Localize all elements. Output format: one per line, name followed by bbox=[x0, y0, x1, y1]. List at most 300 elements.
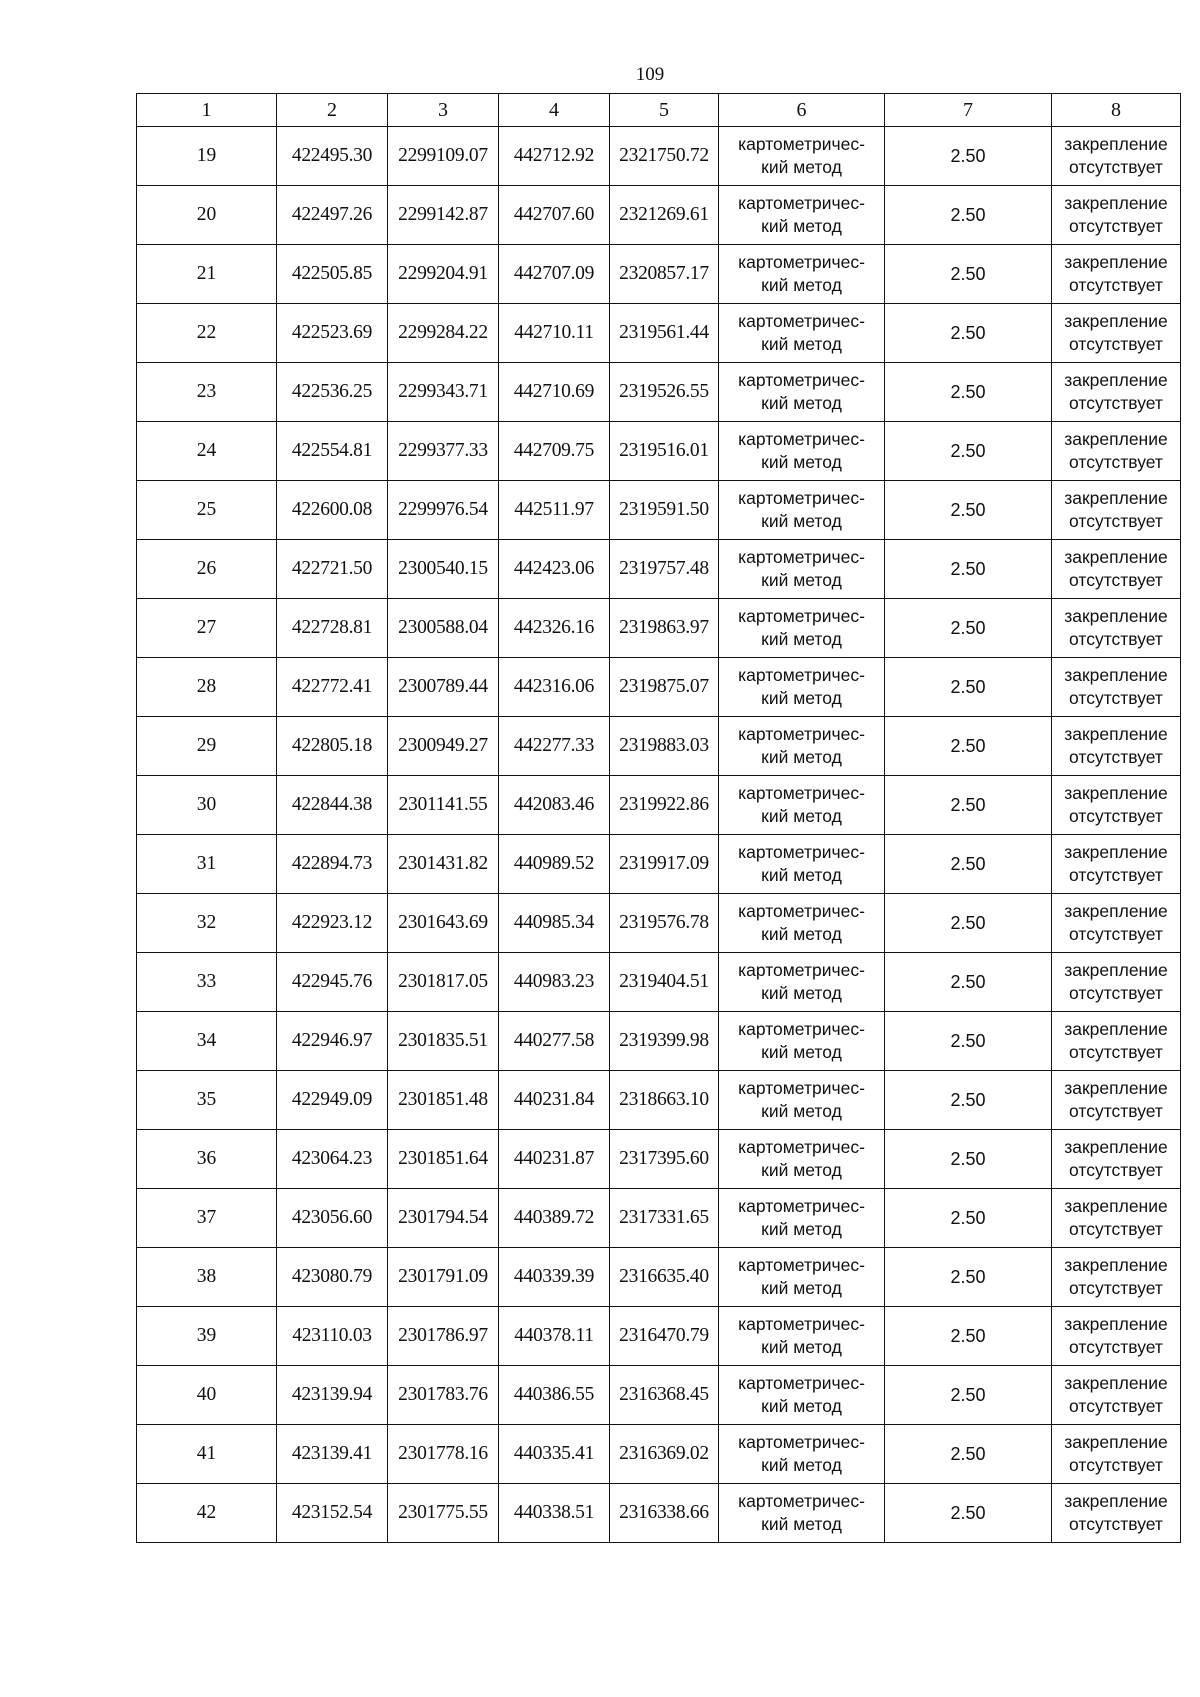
point-number-cell: 35 bbox=[137, 1071, 277, 1130]
fixation-cell-line: закрепление bbox=[1064, 960, 1168, 980]
page-number: 109 bbox=[635, 64, 665, 85]
coordinate-cell: 2319757.48 bbox=[610, 540, 719, 599]
coordinate-cell: 2301783.76 bbox=[388, 1366, 499, 1425]
table-row bbox=[137, 363, 1181, 422]
method-cell-line: кий метод bbox=[761, 334, 842, 354]
method-cell-line: картометричес- bbox=[738, 488, 865, 508]
table-row bbox=[137, 1366, 1181, 1425]
point-number-cell: 41 bbox=[137, 1425, 277, 1484]
table-row bbox=[137, 1071, 1181, 1130]
method-cell-line: кий метод bbox=[761, 275, 842, 295]
coordinates-table bbox=[136, 93, 1181, 1543]
fixation-cell-line: отсутствует bbox=[1069, 1337, 1163, 1357]
method-cell-line: картометричес- bbox=[738, 1373, 865, 1393]
coordinate-cell: 442707.60 bbox=[499, 186, 610, 245]
fixation-cell-line: отсутствует bbox=[1069, 629, 1163, 649]
fixation-cell bbox=[1052, 953, 1181, 1012]
column-header: 2 bbox=[277, 94, 388, 127]
fixation-cell-line: отсутствует bbox=[1069, 747, 1163, 767]
fixation-cell-line: отсутствует bbox=[1069, 1219, 1163, 1239]
table-row bbox=[137, 481, 1181, 540]
method-cell bbox=[719, 186, 885, 245]
table-row bbox=[137, 953, 1181, 1012]
column-header: 5 bbox=[610, 94, 719, 127]
accuracy-cell: 2.50 bbox=[885, 894, 1052, 953]
fixation-cell-line: закрепление bbox=[1064, 1078, 1168, 1098]
column-header: 1 bbox=[137, 94, 277, 127]
fixation-cell-line: закрепление bbox=[1064, 842, 1168, 862]
coordinate-cell: 2301643.69 bbox=[388, 894, 499, 953]
coordinate-cell: 2319917.09 bbox=[610, 835, 719, 894]
coordinate-cell: 422949.09 bbox=[277, 1071, 388, 1130]
table-row bbox=[137, 1012, 1181, 1071]
fixation-cell-line: закрепление bbox=[1064, 901, 1168, 921]
fixation-cell-line: закрепление bbox=[1064, 1314, 1168, 1334]
coordinate-cell: 2319561.44 bbox=[610, 304, 719, 363]
method-cell bbox=[719, 1366, 885, 1425]
method-cell-line: кий метод bbox=[761, 983, 842, 1003]
coordinate-cell: 2316368.45 bbox=[610, 1366, 719, 1425]
method-cell-line: кий метод bbox=[761, 924, 842, 944]
point-number-cell: 34 bbox=[137, 1012, 277, 1071]
coordinate-cell: 2319863.97 bbox=[610, 599, 719, 658]
fixation-cell bbox=[1052, 481, 1181, 540]
point-number-cell: 38 bbox=[137, 1248, 277, 1307]
method-cell bbox=[719, 1307, 885, 1366]
coordinate-cell: 2319591.50 bbox=[610, 481, 719, 540]
fixation-cell bbox=[1052, 1189, 1181, 1248]
coordinate-cell: 440339.39 bbox=[499, 1248, 610, 1307]
coordinate-cell: 422497.26 bbox=[277, 186, 388, 245]
fixation-cell bbox=[1052, 1425, 1181, 1484]
method-cell bbox=[719, 422, 885, 481]
coordinate-cell: 440386.55 bbox=[499, 1366, 610, 1425]
coordinate-cell: 2301791.09 bbox=[388, 1248, 499, 1307]
fixation-cell bbox=[1052, 127, 1181, 186]
coordinate-cell: 422721.50 bbox=[277, 540, 388, 599]
coordinate-cell: 423139.41 bbox=[277, 1425, 388, 1484]
accuracy-cell: 2.50 bbox=[885, 1071, 1052, 1130]
accuracy-cell: 2.50 bbox=[885, 245, 1052, 304]
fixation-cell-line: отсутствует bbox=[1069, 1160, 1163, 1180]
accuracy-cell: 2.50 bbox=[885, 363, 1052, 422]
coordinate-cell: 422894.73 bbox=[277, 835, 388, 894]
method-cell bbox=[719, 599, 885, 658]
coordinate-cell: 2317331.65 bbox=[610, 1189, 719, 1248]
fixation-cell-line: отсутствует bbox=[1069, 1101, 1163, 1121]
method-cell-line: кий метод bbox=[761, 747, 842, 767]
coordinate-cell: 2299284.22 bbox=[388, 304, 499, 363]
method-cell bbox=[719, 1189, 885, 1248]
coordinate-cell: 2320857.17 bbox=[610, 245, 719, 304]
fixation-cell-line: отсутствует bbox=[1069, 275, 1163, 295]
coordinate-cell: 2299142.87 bbox=[388, 186, 499, 245]
coordinate-cell: 422946.97 bbox=[277, 1012, 388, 1071]
method-cell bbox=[719, 835, 885, 894]
point-number-cell: 24 bbox=[137, 422, 277, 481]
point-number-cell: 25 bbox=[137, 481, 277, 540]
fixation-cell-line: закрепление bbox=[1064, 606, 1168, 626]
fixation-cell-line: отсутствует bbox=[1069, 806, 1163, 826]
accuracy-cell: 2.50 bbox=[885, 540, 1052, 599]
coordinate-cell: 422505.85 bbox=[277, 245, 388, 304]
coordinate-cell: 442423.06 bbox=[499, 540, 610, 599]
fixation-cell-line: закрепление bbox=[1064, 311, 1168, 331]
fixation-cell bbox=[1052, 776, 1181, 835]
method-cell-line: кий метод bbox=[761, 157, 842, 177]
method-cell-line: картометричес- bbox=[738, 252, 865, 272]
coordinate-cell: 2301786.97 bbox=[388, 1307, 499, 1366]
table-row bbox=[137, 894, 1181, 953]
point-number-cell: 31 bbox=[137, 835, 277, 894]
coordinate-cell: 2317395.60 bbox=[610, 1130, 719, 1189]
coordinate-cell: 2299976.54 bbox=[388, 481, 499, 540]
coordinate-cell: 442710.11 bbox=[499, 304, 610, 363]
method-cell-line: кий метод bbox=[761, 1101, 842, 1121]
fixation-cell-line: закрепление bbox=[1064, 134, 1168, 154]
coordinate-cell: 422523.69 bbox=[277, 304, 388, 363]
coordinate-cell: 422923.12 bbox=[277, 894, 388, 953]
coordinate-cell: 422772.41 bbox=[277, 658, 388, 717]
method-cell-line: картометричес- bbox=[738, 547, 865, 567]
fixation-cell-line: закрепление bbox=[1064, 1019, 1168, 1039]
point-number-cell: 20 bbox=[137, 186, 277, 245]
coordinate-cell: 442707.09 bbox=[499, 245, 610, 304]
method-cell bbox=[719, 1012, 885, 1071]
coordinate-cell: 2301431.82 bbox=[388, 835, 499, 894]
fixation-cell-line: отсутствует bbox=[1069, 1278, 1163, 1298]
table-row bbox=[137, 599, 1181, 658]
accuracy-cell: 2.50 bbox=[885, 953, 1052, 1012]
method-cell-line: кий метод bbox=[761, 629, 842, 649]
coordinate-cell: 2301835.51 bbox=[388, 1012, 499, 1071]
coordinate-cell: 442709.75 bbox=[499, 422, 610, 481]
point-number-cell: 21 bbox=[137, 245, 277, 304]
method-cell-line: кий метод bbox=[761, 1337, 842, 1357]
accuracy-cell: 2.50 bbox=[885, 717, 1052, 776]
method-cell-line: кий метод bbox=[761, 688, 842, 708]
table-row bbox=[137, 1130, 1181, 1189]
coordinate-cell: 2301778.16 bbox=[388, 1425, 499, 1484]
coordinate-cell: 423139.94 bbox=[277, 1366, 388, 1425]
table-row bbox=[137, 304, 1181, 363]
fixation-cell-line: отсутствует bbox=[1069, 1396, 1163, 1416]
table-row bbox=[137, 1425, 1181, 1484]
accuracy-cell: 2.50 bbox=[885, 304, 1052, 363]
table-row bbox=[137, 658, 1181, 717]
coordinate-cell: 440378.11 bbox=[499, 1307, 610, 1366]
point-number-cell: 39 bbox=[137, 1307, 277, 1366]
accuracy-cell: 2.50 bbox=[885, 835, 1052, 894]
fixation-cell-line: отсутствует bbox=[1069, 511, 1163, 531]
coordinate-cell: 2301775.55 bbox=[388, 1484, 499, 1543]
method-cell-line: картометричес- bbox=[738, 1078, 865, 1098]
table-body bbox=[137, 127, 1181, 1543]
coordinate-cell: 422945.76 bbox=[277, 953, 388, 1012]
fixation-cell bbox=[1052, 245, 1181, 304]
coordinate-cell: 2299343.71 bbox=[388, 363, 499, 422]
fixation-cell-line: отсутствует bbox=[1069, 334, 1163, 354]
fixation-cell-line: закрепление bbox=[1064, 665, 1168, 685]
accuracy-cell: 2.50 bbox=[885, 422, 1052, 481]
fixation-cell bbox=[1052, 658, 1181, 717]
table-row bbox=[137, 1248, 1181, 1307]
fixation-cell bbox=[1052, 1248, 1181, 1307]
coordinate-cell: 2299377.33 bbox=[388, 422, 499, 481]
fixation-cell bbox=[1052, 599, 1181, 658]
method-cell-line: кий метод bbox=[761, 393, 842, 413]
point-number-cell: 42 bbox=[137, 1484, 277, 1543]
fixation-cell bbox=[1052, 186, 1181, 245]
point-number-cell: 29 bbox=[137, 717, 277, 776]
coordinate-cell: 422536.25 bbox=[277, 363, 388, 422]
fixation-cell bbox=[1052, 835, 1181, 894]
accuracy-cell: 2.50 bbox=[885, 481, 1052, 540]
coordinate-cell: 440389.72 bbox=[499, 1189, 610, 1248]
fixation-cell-line: закрепление bbox=[1064, 429, 1168, 449]
fixation-cell-line: закрепление bbox=[1064, 1137, 1168, 1157]
accuracy-cell: 2.50 bbox=[885, 599, 1052, 658]
coordinate-cell: 440989.52 bbox=[499, 835, 610, 894]
method-cell-line: картометричес- bbox=[738, 1255, 865, 1275]
point-number-cell: 26 bbox=[137, 540, 277, 599]
method-cell-line: картометричес- bbox=[738, 1019, 865, 1039]
accuracy-cell: 2.50 bbox=[885, 658, 1052, 717]
coordinate-cell: 2316369.02 bbox=[610, 1425, 719, 1484]
method-cell-line: кий метод bbox=[761, 216, 842, 236]
table-row bbox=[137, 776, 1181, 835]
method-cell bbox=[719, 363, 885, 422]
fixation-cell-line: закрепление bbox=[1064, 370, 1168, 390]
method-cell-line: кий метод bbox=[761, 1514, 842, 1534]
fixation-cell-line: закрепление bbox=[1064, 1432, 1168, 1452]
coordinate-cell: 2299204.91 bbox=[388, 245, 499, 304]
fixation-cell bbox=[1052, 1012, 1181, 1071]
coordinate-cell: 2316338.66 bbox=[610, 1484, 719, 1543]
accuracy-cell: 2.50 bbox=[885, 186, 1052, 245]
point-number-cell: 40 bbox=[137, 1366, 277, 1425]
table-row bbox=[137, 245, 1181, 304]
coordinate-cell: 423080.79 bbox=[277, 1248, 388, 1307]
method-cell-line: картометричес- bbox=[738, 429, 865, 449]
table-row bbox=[137, 540, 1181, 599]
method-cell bbox=[719, 245, 885, 304]
coordinate-cell: 423110.03 bbox=[277, 1307, 388, 1366]
coordinate-cell: 422495.30 bbox=[277, 127, 388, 186]
method-cell-line: кий метод bbox=[761, 865, 842, 885]
method-cell-line: кий метод bbox=[761, 1042, 842, 1062]
fixation-cell-line: отсутствует bbox=[1069, 452, 1163, 472]
column-header: 8 bbox=[1052, 94, 1181, 127]
method-cell-line: картометричес- bbox=[738, 665, 865, 685]
coordinate-cell: 2299109.07 bbox=[388, 127, 499, 186]
coordinate-cell: 442316.06 bbox=[499, 658, 610, 717]
method-cell-line: картометричес- bbox=[738, 606, 865, 626]
fixation-cell-line: закрепление bbox=[1064, 1491, 1168, 1511]
column-header: 3 bbox=[388, 94, 499, 127]
coordinate-cell: 2301141.55 bbox=[388, 776, 499, 835]
coordinate-cell: 2300789.44 bbox=[388, 658, 499, 717]
point-number-cell: 37 bbox=[137, 1189, 277, 1248]
fixation-cell-line: отсутствует bbox=[1069, 1042, 1163, 1062]
method-cell-line: кий метод bbox=[761, 1455, 842, 1475]
accuracy-cell: 2.50 bbox=[885, 776, 1052, 835]
method-cell-line: картометричес- bbox=[738, 370, 865, 390]
fixation-cell-line: отсутствует bbox=[1069, 216, 1163, 236]
fixation-cell bbox=[1052, 1366, 1181, 1425]
method-cell bbox=[719, 127, 885, 186]
coordinate-cell: 440983.23 bbox=[499, 953, 610, 1012]
fixation-cell-line: отсутствует bbox=[1069, 983, 1163, 1003]
coordinate-cell: 2301851.48 bbox=[388, 1071, 499, 1130]
fixation-cell bbox=[1052, 540, 1181, 599]
method-cell bbox=[719, 540, 885, 599]
coordinate-cell: 2319399.98 bbox=[610, 1012, 719, 1071]
point-number-cell: 33 bbox=[137, 953, 277, 1012]
fixation-cell-line: закрепление bbox=[1064, 193, 1168, 213]
coordinate-cell: 2319526.55 bbox=[610, 363, 719, 422]
table-row bbox=[137, 1484, 1181, 1543]
column-header: 4 bbox=[499, 94, 610, 127]
coordinate-cell: 2318663.10 bbox=[610, 1071, 719, 1130]
fixation-cell-line: отсутствует bbox=[1069, 393, 1163, 413]
accuracy-cell: 2.50 bbox=[885, 1425, 1052, 1484]
coordinate-cell: 423056.60 bbox=[277, 1189, 388, 1248]
fixation-cell bbox=[1052, 717, 1181, 776]
column-header: 6 bbox=[719, 94, 885, 127]
method-cell bbox=[719, 658, 885, 717]
coordinate-cell: 422554.81 bbox=[277, 422, 388, 481]
accuracy-cell: 2.50 bbox=[885, 127, 1052, 186]
method-cell-line: кий метод bbox=[761, 1219, 842, 1239]
method-cell-line: картометричес- bbox=[738, 1432, 865, 1452]
method-cell-line: кий метод bbox=[761, 1396, 842, 1416]
method-cell-line: картометричес- bbox=[738, 1196, 865, 1216]
coordinate-cell: 2300540.15 bbox=[388, 540, 499, 599]
fixation-cell bbox=[1052, 1130, 1181, 1189]
coordinate-cell: 2301851.64 bbox=[388, 1130, 499, 1189]
coordinate-cell: 442277.33 bbox=[499, 717, 610, 776]
fixation-cell-line: отсутствует bbox=[1069, 1514, 1163, 1534]
method-cell-line: картометричес- bbox=[738, 134, 865, 154]
method-cell-line: картометричес- bbox=[738, 724, 865, 744]
coordinate-cell: 423152.54 bbox=[277, 1484, 388, 1543]
coordinate-cell: 422844.38 bbox=[277, 776, 388, 835]
coordinate-cell: 2319883.03 bbox=[610, 717, 719, 776]
header-row bbox=[137, 94, 1181, 127]
point-number-cell: 32 bbox=[137, 894, 277, 953]
method-cell bbox=[719, 894, 885, 953]
table-row bbox=[137, 186, 1181, 245]
fixation-cell-line: отсутствует bbox=[1069, 570, 1163, 590]
method-cell-line: кий метод bbox=[761, 806, 842, 826]
fixation-cell-line: закрепление bbox=[1064, 488, 1168, 508]
coordinate-cell: 2319875.07 bbox=[610, 658, 719, 717]
method-cell bbox=[719, 717, 885, 776]
coordinate-cell: 2319516.01 bbox=[610, 422, 719, 481]
coordinate-cell: 422805.18 bbox=[277, 717, 388, 776]
table-row bbox=[137, 1189, 1181, 1248]
fixation-cell-line: закрепление bbox=[1064, 724, 1168, 744]
coordinate-cell: 442710.69 bbox=[499, 363, 610, 422]
coordinate-cell: 2321750.72 bbox=[610, 127, 719, 186]
fixation-cell-line: закрепление bbox=[1064, 252, 1168, 272]
accuracy-cell: 2.50 bbox=[885, 1248, 1052, 1307]
coordinate-cell: 2300588.04 bbox=[388, 599, 499, 658]
method-cell bbox=[719, 953, 885, 1012]
fixation-cell-line: закрепление bbox=[1064, 1255, 1168, 1275]
point-number-cell: 22 bbox=[137, 304, 277, 363]
column-header: 7 bbox=[885, 94, 1052, 127]
method-cell bbox=[719, 1130, 885, 1189]
accuracy-cell: 2.50 bbox=[885, 1130, 1052, 1189]
coordinate-cell: 442511.97 bbox=[499, 481, 610, 540]
coordinate-cell: 2319922.86 bbox=[610, 776, 719, 835]
method-cell-line: кий метод bbox=[761, 1160, 842, 1180]
method-cell-line: картометричес- bbox=[738, 311, 865, 331]
fixation-cell bbox=[1052, 422, 1181, 481]
accuracy-cell: 2.50 bbox=[885, 1484, 1052, 1543]
method-cell-line: картометричес- bbox=[738, 783, 865, 803]
method-cell bbox=[719, 1071, 885, 1130]
coordinate-cell: 2300949.27 bbox=[388, 717, 499, 776]
method-cell-line: кий метод bbox=[761, 1278, 842, 1298]
fixation-cell bbox=[1052, 363, 1181, 422]
coordinate-cell: 442083.46 bbox=[499, 776, 610, 835]
fixation-cell-line: отсутствует bbox=[1069, 865, 1163, 885]
coordinate-cell: 422728.81 bbox=[277, 599, 388, 658]
fixation-cell-line: закрепление bbox=[1064, 547, 1168, 567]
coordinate-cell: 2316635.40 bbox=[610, 1248, 719, 1307]
coordinate-cell: 440231.87 bbox=[499, 1130, 610, 1189]
fixation-cell bbox=[1052, 1484, 1181, 1543]
method-cell-line: картометричес- bbox=[738, 960, 865, 980]
fixation-cell bbox=[1052, 1307, 1181, 1366]
fixation-cell-line: отсутствует bbox=[1069, 1455, 1163, 1475]
method-cell-line: кий метод bbox=[761, 511, 842, 531]
fixation-cell bbox=[1052, 1071, 1181, 1130]
method-cell-line: кий метод bbox=[761, 452, 842, 472]
point-number-cell: 36 bbox=[137, 1130, 277, 1189]
fixation-cell bbox=[1052, 894, 1181, 953]
table-row bbox=[137, 127, 1181, 186]
coordinate-cell: 440335.41 bbox=[499, 1425, 610, 1484]
method-cell-line: кий метод bbox=[761, 570, 842, 590]
fixation-cell-line: закрепление bbox=[1064, 1196, 1168, 1216]
accuracy-cell: 2.50 bbox=[885, 1366, 1052, 1425]
fixation-cell-line: отсутствует bbox=[1069, 688, 1163, 708]
coordinate-cell: 2319576.78 bbox=[610, 894, 719, 953]
fixation-cell-line: отсутствует bbox=[1069, 157, 1163, 177]
table-row bbox=[137, 835, 1181, 894]
accuracy-cell: 2.50 bbox=[885, 1189, 1052, 1248]
method-cell bbox=[719, 1484, 885, 1543]
point-number-cell: 30 bbox=[137, 776, 277, 835]
table-row bbox=[137, 717, 1181, 776]
point-number-cell: 19 bbox=[137, 127, 277, 186]
method-cell bbox=[719, 481, 885, 540]
coordinate-cell: 423064.23 bbox=[277, 1130, 388, 1189]
coordinate-cell: 440277.58 bbox=[499, 1012, 610, 1071]
accuracy-cell: 2.50 bbox=[885, 1012, 1052, 1071]
method-cell-line: картометричес- bbox=[738, 901, 865, 921]
point-number-cell: 23 bbox=[137, 363, 277, 422]
coordinate-cell: 2319404.51 bbox=[610, 953, 719, 1012]
coordinate-cell: 422600.08 bbox=[277, 481, 388, 540]
coordinate-cell: 440338.51 bbox=[499, 1484, 610, 1543]
coordinate-cell: 442712.92 bbox=[499, 127, 610, 186]
method-cell-line: картометричес- bbox=[738, 1491, 865, 1511]
